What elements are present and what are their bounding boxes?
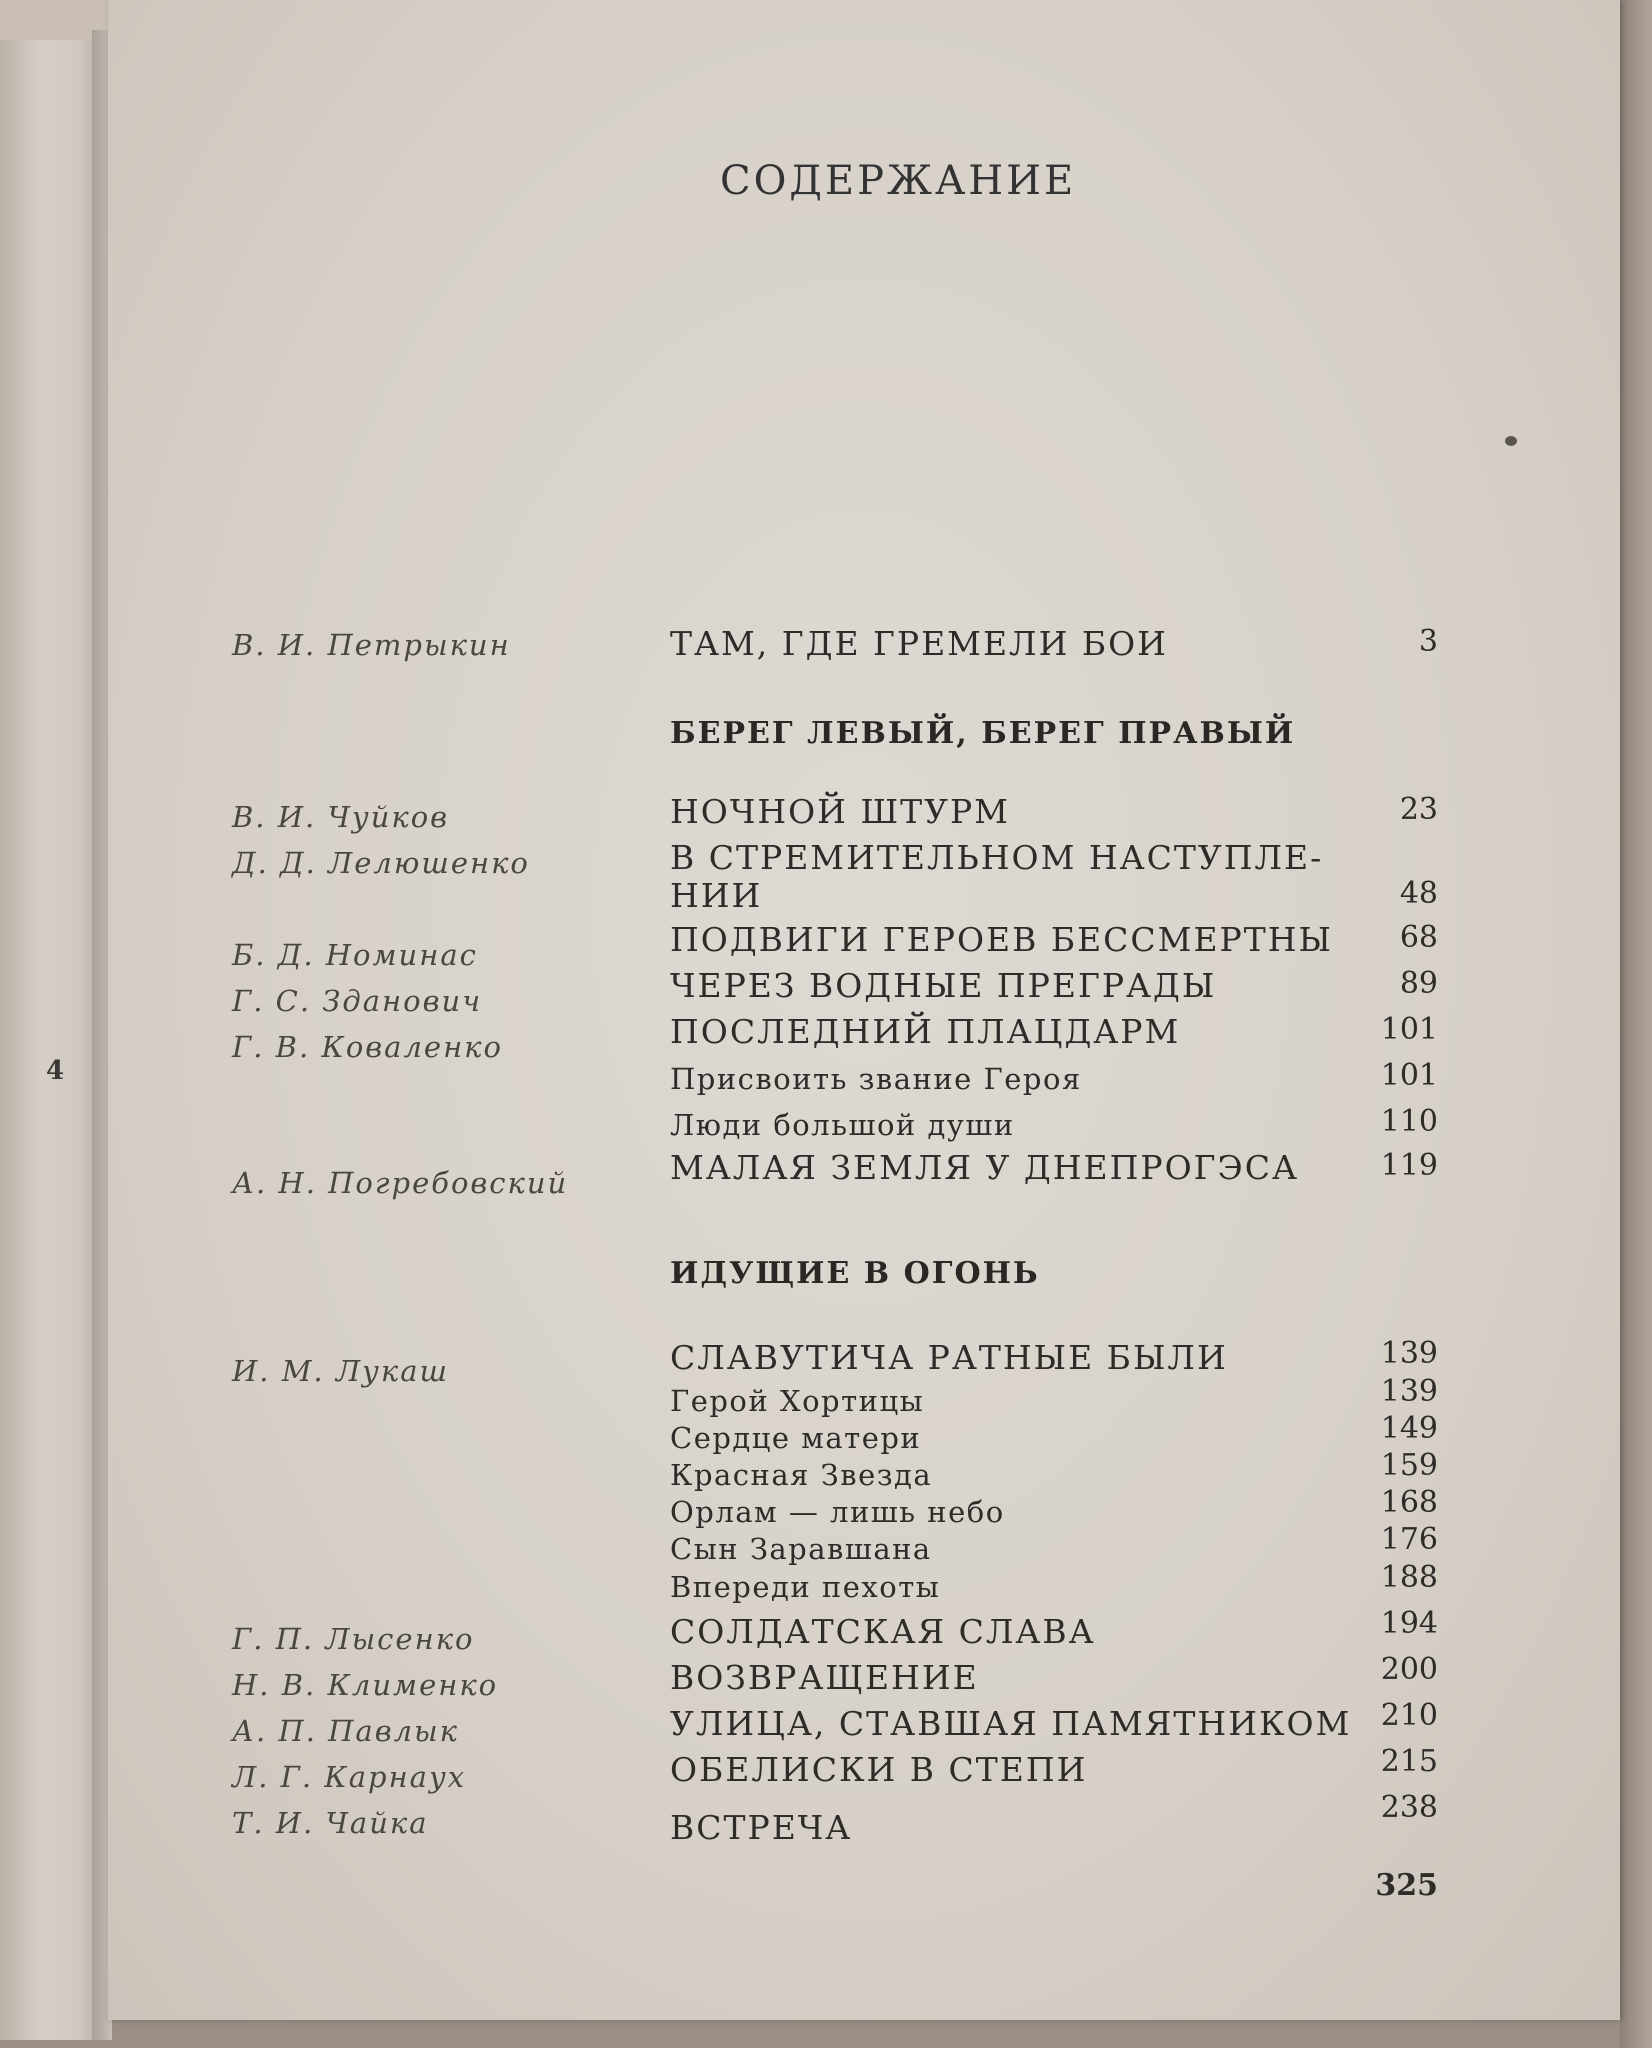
toc-title: МАЛАЯ ЗЕМЛЯ У ДНЕПРОГЭСА xyxy=(670,1148,1299,1187)
page-title: СОДЕРЖАНИЕ xyxy=(720,158,1077,204)
toc-subtitle: Красная Звезда xyxy=(670,1458,933,1492)
toc-subtitle: Присвоить звание Героя xyxy=(670,1062,1082,1096)
toc-author: Г. П. Лысенко xyxy=(232,1622,475,1656)
toc-title-continuation: НИИ xyxy=(670,876,763,915)
toc-page: 101 xyxy=(1380,1058,1438,1093)
toc-page: 238 xyxy=(1380,1790,1438,1825)
toc-title: ОБЕЛИСКИ В СТЕПИ xyxy=(670,1750,1088,1789)
toc-page: 159 xyxy=(1380,1448,1438,1483)
toc-subtitle: Сердце матери xyxy=(670,1421,922,1455)
toc-page: 119 xyxy=(1380,1148,1438,1183)
toc-title: ВОЗВРАЩЕНИЕ xyxy=(670,1658,979,1697)
toc-title: В СТРЕМИТЕЛЬНОМ НАСТУПЛЕ- xyxy=(670,838,1324,877)
toc-subtitle: Люди большой души xyxy=(670,1108,1015,1142)
toc-subtitle: Герой Хортицы xyxy=(670,1384,925,1418)
toc-title: ТАМ, ГДЕ ГРЕМЕЛИ БОИ xyxy=(670,624,1168,663)
toc-page: 168 xyxy=(1380,1485,1438,1520)
toc-title: ПОДВИГИ ГЕРОЕВ БЕССМЕРТНЫ xyxy=(670,920,1334,959)
toc-author: Б. Д. Номинас xyxy=(232,938,478,972)
toc-title: ВСТРЕЧА xyxy=(670,1808,853,1847)
toc-title: СЛАВУТИЧА РАТНЫЕ БЫЛИ xyxy=(670,1338,1228,1377)
toc-author: Т. И. Чайка xyxy=(232,1806,429,1840)
toc-page: 48 xyxy=(1399,876,1438,911)
toc-subtitle: Сын Заравшана xyxy=(670,1532,932,1566)
toc-page: 68 xyxy=(1399,920,1438,955)
toc-author: Н. В. Клименко xyxy=(232,1668,499,1702)
toc-author: Л. Г. Карнаух xyxy=(232,1760,467,1794)
left-page-edge xyxy=(0,40,100,2040)
toc-page: 215 xyxy=(1380,1744,1438,1779)
toc-page: 149 xyxy=(1380,1411,1438,1446)
toc-page: 23 xyxy=(1399,792,1438,827)
toc-author: Д. Д. Лелюшенко xyxy=(232,846,530,880)
toc-page: 89 xyxy=(1399,966,1438,1001)
toc-author: И. М. Лукаш xyxy=(232,1354,449,1388)
left-page-number: 4 xyxy=(46,1056,65,1086)
toc-title: ЧЕРЕЗ ВОДНЫЕ ПРЕГРАДЫ xyxy=(670,966,1217,1005)
toc-author: В. И. Петрыкин xyxy=(232,628,511,662)
toc-author: А. П. Павлык xyxy=(232,1714,459,1748)
toc-page: 3 xyxy=(1418,624,1438,659)
toc-title: ПОСЛЕДНИЙ ПЛАЦДАРМ xyxy=(670,1012,1181,1051)
toc-page: 110 xyxy=(1380,1104,1438,1139)
toc-page: 200 xyxy=(1380,1652,1438,1687)
toc-author: Г. С. Зданович xyxy=(232,984,483,1018)
toc-page: 188 xyxy=(1380,1560,1438,1595)
toc-author: В. И. Чуйков xyxy=(232,800,450,834)
toc-page: 210 xyxy=(1380,1698,1438,1733)
page-number: 325 xyxy=(1375,1868,1438,1903)
toc-page: 139 xyxy=(1380,1374,1438,1409)
toc-title: УЛИЦА, СТАВШАЯ ПАМЯТНИКОМ xyxy=(670,1704,1352,1743)
toc-author: Г. В. Коваленко xyxy=(232,1030,503,1064)
toc-author: А. Н. Погребовский xyxy=(232,1166,569,1200)
toc-title: НОЧНОЙ ШТУРМ xyxy=(670,792,1010,831)
toc-page: 176 xyxy=(1380,1522,1438,1557)
toc-section-heading: БЕРЕГ ЛЕВЫЙ, БЕРЕГ ПРАВЫЙ xyxy=(670,716,1296,751)
toc-subtitle: Впереди пехоты xyxy=(670,1570,941,1604)
toc-page: 101 xyxy=(1380,1012,1438,1047)
toc-section-heading: ИДУЩИЕ В ОГОНЬ xyxy=(670,1256,1040,1291)
ink-spot xyxy=(1505,436,1517,446)
toc-page: 139 xyxy=(1380,1336,1438,1371)
toc-title: СОЛДАТСКАЯ СЛАВА xyxy=(670,1612,1096,1651)
toc-subtitle: Орлам — лишь небо xyxy=(670,1495,1005,1529)
toc-page: 194 xyxy=(1380,1606,1438,1641)
right-page-edge xyxy=(1620,0,1652,2048)
